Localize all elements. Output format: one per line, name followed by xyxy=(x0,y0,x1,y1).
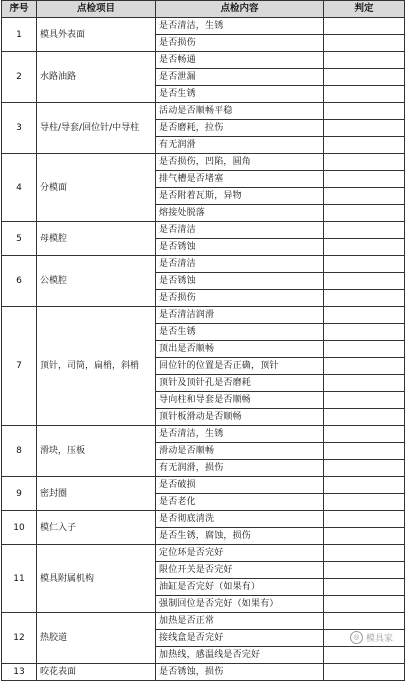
inspection-content: 有无润滑，损伤 xyxy=(156,460,324,477)
inspection-item: 热胶道 xyxy=(37,613,156,664)
judgement-cell[interactable] xyxy=(324,358,405,375)
row-number: 5 xyxy=(2,222,37,256)
inspection-content: 油缸是否完好（如果有） xyxy=(156,579,324,596)
inspection-content: 强制回位是否完好（如果有） xyxy=(156,596,324,613)
judgement-cell[interactable] xyxy=(324,545,405,562)
judgement-cell[interactable] xyxy=(324,239,405,256)
inspection-content: 顶出是否顺畅 xyxy=(156,341,324,358)
inspection-item: 水路油路 xyxy=(37,52,156,103)
inspection-content: 有无润滑 xyxy=(156,137,324,154)
table-row xyxy=(2,222,405,239)
inspection-content: 活动是否顺畅平稳 xyxy=(156,103,324,120)
judgement-cell[interactable] xyxy=(324,290,405,307)
inspection-item: 模具外表面 xyxy=(37,18,156,52)
judgement-cell[interactable] xyxy=(324,103,405,120)
inspection-content: 是否锈蚀 xyxy=(156,239,324,256)
judgement-cell[interactable] xyxy=(324,562,405,579)
inspection-content: 是否清洁 xyxy=(156,222,324,239)
inspection-content: 顶针及顶针孔是否磨耗 xyxy=(156,375,324,392)
row-number: 6 xyxy=(2,256,37,307)
judgement-cell[interactable] xyxy=(324,664,405,681)
inspection-content: 是否损伤 xyxy=(156,290,324,307)
judgement-cell[interactable] xyxy=(324,154,405,171)
row-number: 13 xyxy=(2,664,37,681)
inspection-item: 顶针，司筒，扁梢，斜梢 xyxy=(37,307,156,426)
inspection-content: 是否泄漏 xyxy=(156,69,324,86)
judgement-cell[interactable] xyxy=(324,511,405,528)
judgement-cell[interactable] xyxy=(324,52,405,69)
table-row xyxy=(2,426,405,443)
inspection-content: 加热线，感温线是否完好 xyxy=(156,647,324,664)
inspection-item: 公模腔 xyxy=(37,256,156,307)
inspection-content: 限位开关是否完好 xyxy=(156,562,324,579)
judgement-cell[interactable] xyxy=(324,392,405,409)
wechat-icon: ◎ xyxy=(350,631,363,644)
inspection-content: 是否损伤 xyxy=(156,35,324,52)
row-number: 8 xyxy=(2,426,37,477)
judgement-cell[interactable] xyxy=(324,137,405,154)
judgement-cell[interactable] xyxy=(324,273,405,290)
judgement-cell[interactable] xyxy=(324,579,405,596)
table-body xyxy=(2,18,405,681)
inspection-content: 熔接处脱落 xyxy=(156,205,324,222)
judgement-cell[interactable] xyxy=(324,409,405,426)
inspection-content: 加热是否正常 xyxy=(156,613,324,630)
inspection-content: 回位针的位置是否正确，顶针 xyxy=(156,358,324,375)
table-row xyxy=(2,545,405,562)
judgement-cell[interactable] xyxy=(324,341,405,358)
inspection-item: 咬花表面 xyxy=(37,664,156,681)
judgement-cell[interactable] xyxy=(324,596,405,613)
watermark xyxy=(350,631,393,644)
inspection-content: 是否生锈 xyxy=(156,86,324,103)
inspection-item: 导柱/导套/回位针/中导柱 xyxy=(37,103,156,154)
judgement-cell[interactable] xyxy=(324,35,405,52)
inspection-content: 是否清洁，生锈 xyxy=(156,426,324,443)
inspection-item: 模具附属机构 xyxy=(37,545,156,613)
judgement-cell[interactable] xyxy=(324,647,405,664)
inspection-item: 分模面 xyxy=(37,154,156,222)
row-number: 9 xyxy=(2,477,37,511)
inspection-content: 是否破损 xyxy=(156,477,324,494)
row-number: 4 xyxy=(2,154,37,222)
inspection-content: 是否畅通 xyxy=(156,52,324,69)
inspection-item: 模仁入子 xyxy=(37,511,156,545)
inspection-content: 是否清洁 xyxy=(156,256,324,273)
judgement-cell[interactable] xyxy=(324,86,405,103)
row-number: 3 xyxy=(2,103,37,154)
row-number: 10 xyxy=(2,511,37,545)
table-row xyxy=(2,307,405,324)
inspection-content: 是否生锈，腐蚀，损伤 xyxy=(156,528,324,545)
header-item: 点检项目 xyxy=(37,1,156,18)
table-row xyxy=(2,52,405,69)
inspection-content: 是否锈蚀，损伤 xyxy=(156,664,324,681)
watermark-text: 模具家 xyxy=(365,634,393,644)
inspection-content: 是否磨耗，拉伤 xyxy=(156,120,324,137)
inspection-content: 是否生锈 xyxy=(156,324,324,341)
table-row xyxy=(2,103,405,120)
inspection-content: 是否损伤，凹陷，圆角 xyxy=(156,154,324,171)
row-number: 11 xyxy=(2,545,37,613)
judgement-cell[interactable] xyxy=(324,443,405,460)
judgement-cell[interactable] xyxy=(324,477,405,494)
judgement-cell[interactable] xyxy=(324,69,405,86)
judgement-cell[interactable] xyxy=(324,307,405,324)
judgement-cell[interactable] xyxy=(324,222,405,239)
inspection-table xyxy=(1,0,405,681)
inspection-content: 是否清洁，生锈 xyxy=(156,18,324,35)
judgement-cell[interactable] xyxy=(324,188,405,205)
judgement-cell[interactable] xyxy=(324,256,405,273)
inspection-content: 是否附着瓦斯，异物 xyxy=(156,188,324,205)
inspection-content: 定位环是否完好 xyxy=(156,545,324,562)
judgement-cell[interactable] xyxy=(324,375,405,392)
judgement-cell[interactable] xyxy=(324,494,405,511)
table-row xyxy=(2,511,405,528)
header-judge: 判定 xyxy=(324,1,405,18)
inspection-item: 滑块，压板 xyxy=(37,426,156,477)
row-number: 1 xyxy=(2,18,37,52)
judgement-cell[interactable] xyxy=(324,613,405,630)
inspection-content: 导向柱和导套是否顺畅 xyxy=(156,392,324,409)
row-number: 7 xyxy=(2,307,37,426)
judgement-cell[interactable] xyxy=(324,528,405,545)
table-row xyxy=(2,256,405,273)
judgement-cell[interactable] xyxy=(324,171,405,188)
inspection-content: 是否老化 xyxy=(156,494,324,511)
inspection-content: 是否彻底清洗 xyxy=(156,511,324,528)
inspection-content: 接线盒是否完好 xyxy=(156,630,324,647)
judgement-cell[interactable] xyxy=(324,426,405,443)
judgement-cell[interactable] xyxy=(324,205,405,222)
table-row xyxy=(2,18,405,35)
inspection-content: 滑动是否顺畅 xyxy=(156,443,324,460)
judgement-cell[interactable] xyxy=(324,324,405,341)
row-number: 2 xyxy=(2,52,37,103)
judgement-cell[interactable] xyxy=(324,120,405,137)
table-row xyxy=(2,664,405,681)
inspection-content: 是否锈蚀 xyxy=(156,273,324,290)
table-row xyxy=(2,477,405,494)
header-no: 序号 xyxy=(2,1,37,18)
row-number: 12 xyxy=(2,613,37,664)
inspection-item: 母模腔 xyxy=(37,222,156,256)
header-row xyxy=(2,1,405,18)
table-row xyxy=(2,613,405,630)
inspection-content: 顶针板滑动是否顺畅 xyxy=(156,409,324,426)
judgement-cell[interactable] xyxy=(324,18,405,35)
table-row xyxy=(2,154,405,171)
inspection-content: 排气槽是否堵塞 xyxy=(156,171,324,188)
judgement-cell[interactable] xyxy=(324,460,405,477)
header-content: 点检内容 xyxy=(156,1,324,18)
inspection-item: 密封圈 xyxy=(37,477,156,511)
inspection-content: 是否清洁润滑 xyxy=(156,307,324,324)
